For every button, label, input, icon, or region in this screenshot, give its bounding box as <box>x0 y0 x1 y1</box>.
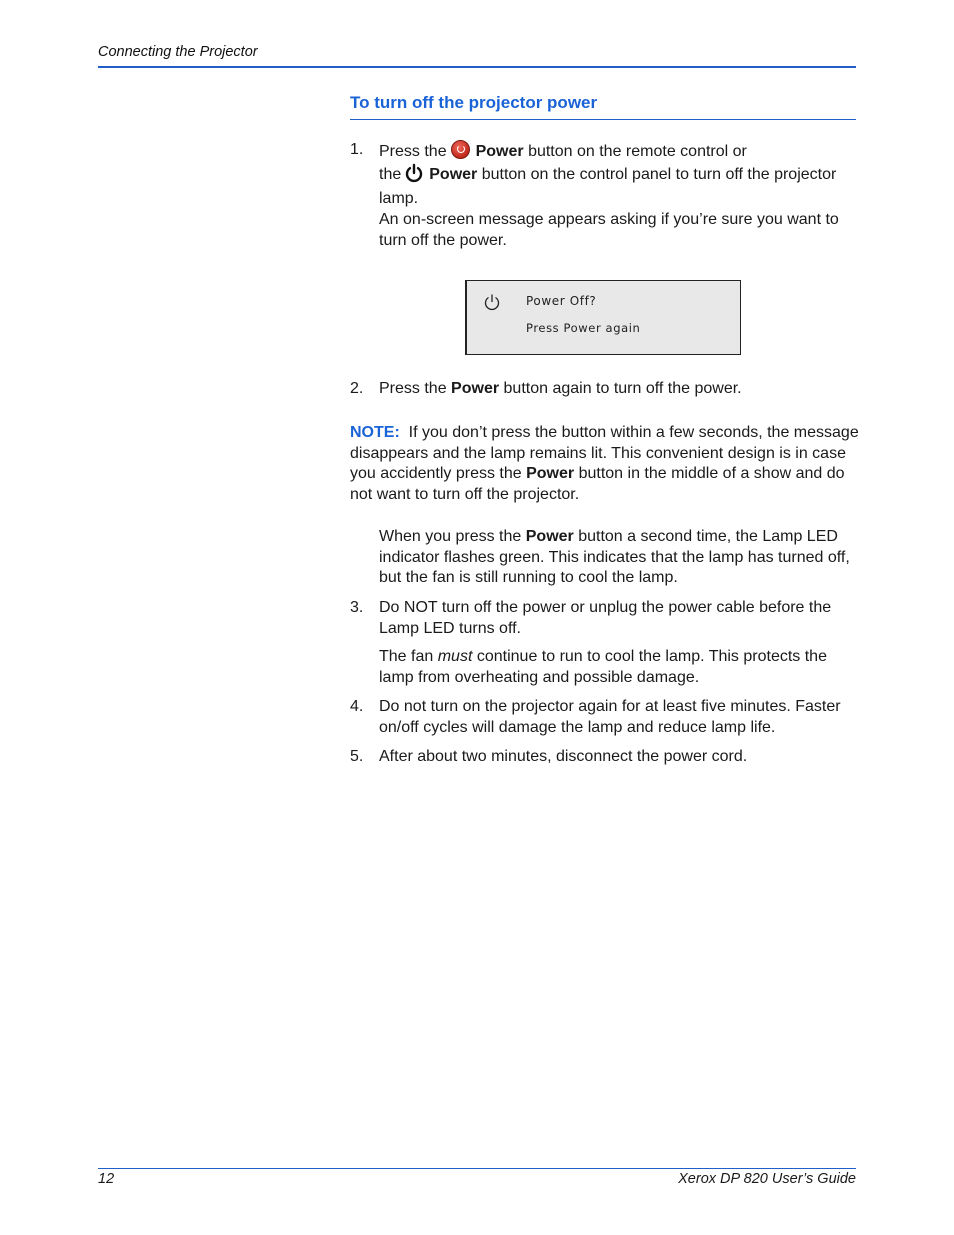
remote-power-button-icon <box>451 140 470 159</box>
page-number: 12 <box>98 1171 115 1187</box>
title-divider <box>350 119 856 120</box>
step-number: 4. <box>350 698 364 715</box>
second-press-paragraph: When you press the Power button a second time, the Lamp LED indicator flashes green. This indicates that the lamp has turned off, but the fan is still running to cool the lamp. <box>379 528 850 586</box>
running-header: Connecting the Projector <box>98 44 258 60</box>
step-number: 5. <box>350 748 364 765</box>
step-2 <box>350 379 860 400</box>
step-3-text: Do NOT turn off the power or unplug the power cable before the Lamp LED turns off. <box>379 599 832 637</box>
step-4-text: Do not turn on the projector again for at least five minutes. Faster on/off cycles will damage the lamp and reduce lamp life. <box>379 698 841 736</box>
header-divider <box>98 66 856 68</box>
panel-power-icon <box>404 163 424 190</box>
step-2-text: Press the Power button again to turn off the power. <box>379 380 742 397</box>
step-3-followup: The fan must continue to run to cool the lamp. This protects the lamp from overheating and possible damage. <box>379 648 827 686</box>
power-icon <box>483 293 501 316</box>
note-label: NOTE: <box>350 424 400 441</box>
osd-power-off-dialog <box>465 280 741 355</box>
step-5 <box>350 747 860 768</box>
step-1 <box>350 140 860 210</box>
footer-divider <box>98 1168 856 1169</box>
osd-title: Power Off? <box>526 294 597 308</box>
step-number: 1. <box>350 141 364 158</box>
note-block: NOTE: If you don’t press the button within a few seconds, the message disappears and the lamp remains lit. This convenient design is in case you accidently press the Power button in the middle of a show and do not want to turn off the projector. <box>350 424 859 503</box>
step-1-text: Press the Power button on the remote control or the Power button on the control panel to turn off the projector lamp. <box>379 140 860 210</box>
step-5-text: After about two minutes, disconnect the power cord. <box>379 748 748 765</box>
osd-instruction: Press Power again <box>526 321 641 335</box>
section-title: To turn off the projector power <box>350 93 598 112</box>
guide-title: Xerox DP 820 User’s Guide <box>678 1171 856 1187</box>
step-number: 3. <box>350 599 364 616</box>
step-1-followup: An on-screen message appears asking if you’re sure you want to turn off the power. <box>379 211 839 249</box>
step-3 <box>350 598 860 639</box>
step-4 <box>350 697 860 738</box>
step-number: 2. <box>350 380 364 397</box>
